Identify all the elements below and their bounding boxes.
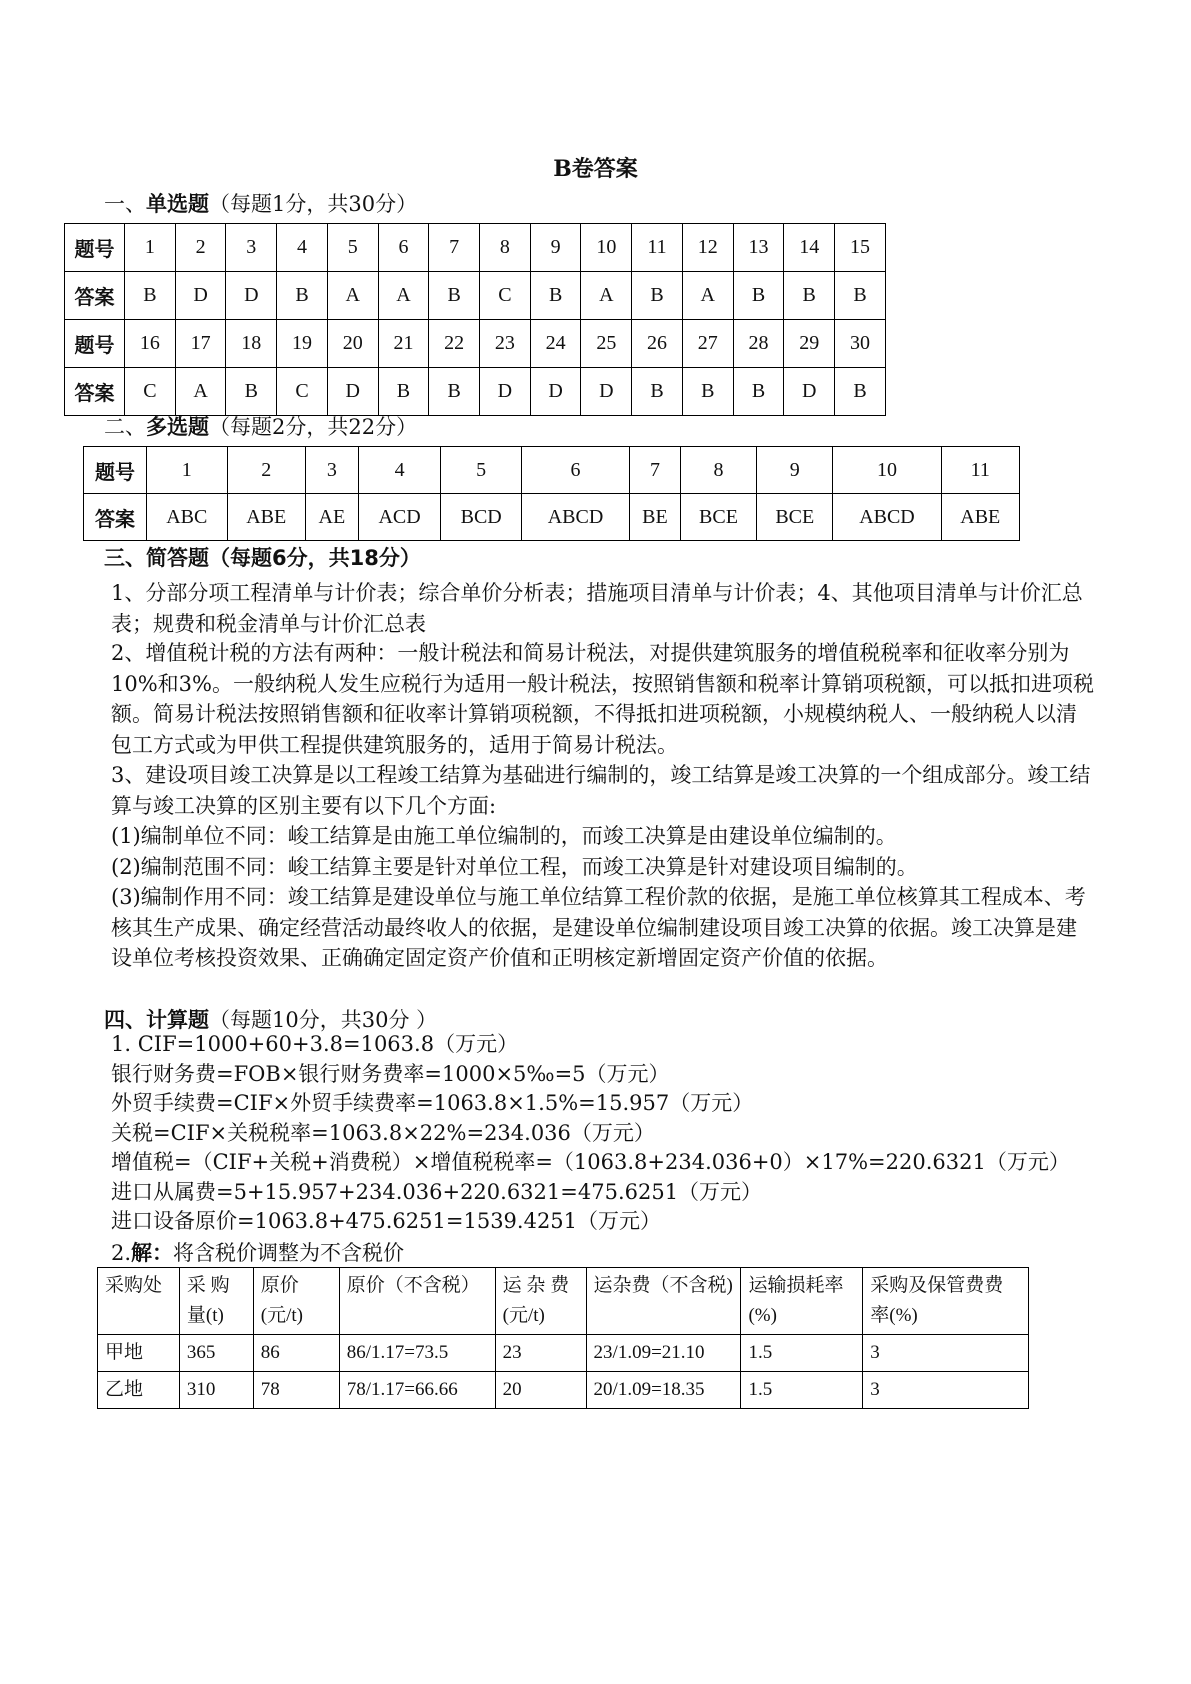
answer-cell: AE bbox=[305, 494, 358, 541]
material-price-table bbox=[97, 1267, 1029, 1409]
answer-cell: B bbox=[125, 272, 176, 320]
answer-row bbox=[65, 272, 886, 320]
question-number-cell: 16 bbox=[125, 320, 176, 368]
question-number-label: 题号 bbox=[84, 447, 147, 494]
answer-cell: A bbox=[327, 272, 378, 320]
answer-cell: C bbox=[277, 368, 328, 416]
table-cell: 3 bbox=[863, 1335, 1029, 1372]
table-cell: 310 bbox=[179, 1372, 253, 1409]
table-cell: 78/1.17=66.66 bbox=[339, 1372, 495, 1409]
question-number-cell: 12 bbox=[682, 224, 733, 272]
table-cell: 86 bbox=[253, 1335, 339, 1372]
question-number-cell: 17 bbox=[175, 320, 226, 368]
table-row bbox=[98, 1335, 1029, 1372]
question-number-cell: 2 bbox=[175, 224, 226, 272]
question-number-cell: 1 bbox=[147, 447, 228, 494]
table-cell: 86/1.17=73.5 bbox=[339, 1335, 495, 1372]
question-number-row bbox=[84, 447, 1020, 494]
question-number-cell: 2 bbox=[227, 447, 305, 494]
question-number-cell: 1 bbox=[125, 224, 176, 272]
table-header-cell: 运杂费（不含税) bbox=[586, 1268, 741, 1335]
table-header-cell: 采 购 量(t) bbox=[179, 1268, 253, 1335]
answer-cell: C bbox=[125, 368, 176, 416]
answer-cell: B bbox=[835, 272, 886, 320]
question-number-cell: 20 bbox=[327, 320, 378, 368]
question-number-cell: 6 bbox=[378, 224, 429, 272]
answer-cell: B bbox=[835, 368, 886, 416]
answer-cell: B bbox=[682, 368, 733, 416]
answer-cell: B bbox=[733, 368, 784, 416]
question-number-cell: 5 bbox=[327, 224, 378, 272]
answer-cell: B bbox=[530, 272, 581, 320]
table-row bbox=[98, 1372, 1029, 1409]
section-1-note: （每题1分，共30分） bbox=[209, 192, 418, 216]
answer-cell: A bbox=[581, 272, 632, 320]
answer-label: 答案 bbox=[84, 494, 147, 541]
table-cell: 365 bbox=[179, 1335, 253, 1372]
table-header-cell: 采购处 bbox=[98, 1268, 180, 1335]
calculation-line: 1. CIF=1000+60+3.8=1063.8（万元） bbox=[111, 1032, 519, 1056]
answer-label: 答案 bbox=[65, 368, 125, 416]
answer-3-3-point-3: (3)编制作用不同：竣工结算是建设单位与施工单位结算工程价款的依据，是施工单位核算其工程成本、考核其生产成果、确定经营活动最终收人的依据，是建设单位编制建设项目竣工决算的依据。竣工决算是建设单位考核投资效果、正确确定固定资产价值和正明核定新增固定资产价值的依据。 bbox=[111, 885, 1086, 970]
answer-cell: A bbox=[175, 368, 226, 416]
question-number-cell: 11 bbox=[632, 224, 683, 272]
answer-cell: ABE bbox=[941, 494, 1019, 541]
answer-cell: ABE bbox=[227, 494, 305, 541]
section-1-heading bbox=[104, 188, 417, 218]
question-number-cell: 4 bbox=[277, 224, 328, 272]
answer-cell: D bbox=[175, 272, 226, 320]
calculation-line: 增值税=（CIF+关税+消费税）×增值税税率=（1063.8+234.036+0）×17%=220.6321（万元） bbox=[111, 1150, 1070, 1174]
question-2-text: 将含税价调整为不含税价 bbox=[173, 1241, 405, 1265]
question-number-cell: 8 bbox=[680, 447, 756, 494]
table-cell: 20/1.09=18.35 bbox=[586, 1372, 741, 1409]
question-number-cell: 22 bbox=[429, 320, 480, 368]
table-cell: 3 bbox=[863, 1372, 1029, 1409]
table-header-cell: 运 杂 费 (元/t) bbox=[495, 1268, 586, 1335]
question-2-intro bbox=[111, 1237, 404, 1267]
calculation-line: 进口从属费=5+15.957+234.036+220.6321=475.6251（万元） bbox=[111, 1179, 763, 1204]
question-number-cell: 11 bbox=[941, 447, 1019, 494]
question-number-cell: 23 bbox=[480, 320, 531, 368]
answer-cell: A bbox=[378, 272, 429, 320]
table-cell: 乙地 bbox=[98, 1372, 180, 1409]
answer-cell: B bbox=[733, 272, 784, 320]
question-number-cell: 28 bbox=[733, 320, 784, 368]
section-1-name: 单选题 bbox=[146, 192, 209, 216]
answer-cell: D bbox=[226, 272, 277, 320]
section-2-number: 二、 bbox=[104, 415, 146, 439]
answer-cell: B bbox=[429, 368, 480, 416]
question-number-cell: 15 bbox=[835, 224, 886, 272]
question-number-cell: 4 bbox=[358, 447, 441, 494]
answer-cell: B bbox=[226, 368, 277, 416]
answer-cell: D bbox=[784, 368, 835, 416]
answer-cell: A bbox=[682, 272, 733, 320]
table-cell: 1.5 bbox=[741, 1335, 863, 1372]
calculation-line: 关税=CIF×关税税率=1063.8×22%=234.036（万元） bbox=[111, 1120, 655, 1145]
table-header-cell: 采购及保管费费率(%) bbox=[863, 1268, 1029, 1335]
answer-row bbox=[65, 368, 886, 416]
question-number-cell: 13 bbox=[733, 224, 784, 272]
table-cell: 1.5 bbox=[741, 1372, 863, 1409]
answer-cell: B bbox=[632, 368, 683, 416]
question-number-cell: 9 bbox=[757, 447, 833, 494]
section-3-heading: 三、简答题（每题6分，共18分） bbox=[104, 546, 421, 570]
table-cell: 20 bbox=[495, 1372, 586, 1409]
section-2-heading bbox=[104, 411, 417, 441]
table-cell: 78 bbox=[253, 1372, 339, 1409]
answer-cell: ABCD bbox=[833, 494, 941, 541]
answer-cell: C bbox=[480, 272, 531, 320]
answer-3-3-point-1: (1)编制单位不同：峻工结算是由施工单位编制的，而竣工决算是由建设单位编制的。 bbox=[111, 824, 897, 848]
answer-3-3: 3、建设项目竣工决算是以工程竣工结算为基础进行编制的，竣工结算是竣工决算的一个组成部分。竣工结算与竣工决算的区别主要有以下几个方面: bbox=[111, 763, 1091, 818]
question-2-number: 2. bbox=[111, 1241, 132, 1265]
answer-cell: BE bbox=[630, 494, 681, 541]
question-number-cell: 9 bbox=[530, 224, 581, 272]
question-number-label: 题号 bbox=[65, 224, 125, 272]
answer-cell: BCE bbox=[680, 494, 756, 541]
table-cell: 甲地 bbox=[98, 1335, 180, 1372]
answer-3-1: 1、分部分项工程清单与计价表；综合单价分析表；措施项目清单与计价表；4、其他项目清单与计价汇总表；规费和税金清单与计价汇总表 bbox=[111, 581, 1083, 636]
question-number-cell: 7 bbox=[429, 224, 480, 272]
table-header-row bbox=[98, 1268, 1029, 1335]
single-choice-answer-table bbox=[64, 223, 886, 416]
section-1-number: 一、 bbox=[104, 192, 146, 216]
calculation-line: 进口设备原价=1063.8+475.6251=1539.4251（万元） bbox=[111, 1209, 662, 1233]
answer-cell: D bbox=[581, 368, 632, 416]
question-number-cell: 10 bbox=[833, 447, 941, 494]
answer-cell: ACD bbox=[358, 494, 441, 541]
calculation-line: 外贸手续费=CIF×外贸手续费率=1063.8×1.5%=15.957（万元） bbox=[111, 1091, 754, 1115]
table-cell: 23 bbox=[495, 1335, 586, 1372]
question-number-cell: 26 bbox=[632, 320, 683, 368]
answer-cell: B bbox=[277, 272, 328, 320]
answer-cell: D bbox=[480, 368, 531, 416]
answer-cell: BCE bbox=[757, 494, 833, 541]
question-number-cell: 18 bbox=[226, 320, 277, 368]
answer-cell: B bbox=[429, 272, 480, 320]
answer-row bbox=[84, 494, 1020, 541]
question-number-row bbox=[65, 224, 886, 272]
table-header-cell: 原价 (元/t) bbox=[253, 1268, 339, 1335]
answer-3-2: 2、增值税计税的方法有两种：一般计税法和简易计税法，对提供建筑服务的增值税税率和征收率分别为10%和3%。一般纳税人发生应税行为适用一般计税法，按照销售额和税率计算销项税额，可以抵扣进项税额。简易计税法按照销售额和征收率计算销项税额，不得抵扣进项税额，小规模纳税人、一般纳税人以清包工方式或为甲供工程提供建筑服务的，适用于简易计税法。 bbox=[111, 641, 1094, 757]
question-number-cell: 21 bbox=[378, 320, 429, 368]
question-number-cell: 27 bbox=[682, 320, 733, 368]
question-number-cell: 6 bbox=[521, 447, 629, 494]
question-number-cell: 10 bbox=[581, 224, 632, 272]
question-number-cell: 29 bbox=[784, 320, 835, 368]
answer-cell: D bbox=[530, 368, 581, 416]
section-2-note: （每题2分，共22分） bbox=[209, 415, 418, 439]
question-number-cell: 30 bbox=[835, 320, 886, 368]
table-header-cell: 运输损耗率(%) bbox=[741, 1268, 863, 1335]
question-number-row bbox=[65, 320, 886, 368]
answer-cell: BCD bbox=[441, 494, 522, 541]
question-number-label: 题号 bbox=[65, 320, 125, 368]
question-number-cell: 14 bbox=[784, 224, 835, 272]
question-number-cell: 19 bbox=[277, 320, 328, 368]
calculation-line: 银行财务费=FOB×银行财务费率=1000×5‰=5（万元） bbox=[111, 1061, 670, 1086]
section-4-note: （每题10分，共30分 ） bbox=[209, 1008, 438, 1032]
question-number-cell: 5 bbox=[441, 447, 522, 494]
table-cell: 23/1.09=21.10 bbox=[586, 1335, 741, 1372]
answer-cell: ABC bbox=[147, 494, 228, 541]
answer-3-3-point-2: (2)编制范围不同：峻工结算主要是针对单位工程，而竣工决算是针对建设项目编制的。 bbox=[111, 855, 918, 879]
multi-choice-answer-table bbox=[83, 446, 1020, 541]
question-number-cell: 3 bbox=[305, 447, 358, 494]
section-2-name: 多选题 bbox=[146, 415, 209, 439]
question-number-cell: 8 bbox=[480, 224, 531, 272]
answer-cell: B bbox=[378, 368, 429, 416]
question-2-solution-label: 解： bbox=[131, 1241, 174, 1265]
table-header-cell: 原价（不含税） bbox=[339, 1268, 495, 1335]
section-4-name: 四、计算题 bbox=[104, 1008, 209, 1032]
answer-cell: D bbox=[327, 368, 378, 416]
answer-cell: B bbox=[632, 272, 683, 320]
answer-cell: B bbox=[784, 272, 835, 320]
question-number-cell: 25 bbox=[581, 320, 632, 368]
page-title: B卷答案 bbox=[553, 156, 638, 182]
question-number-cell: 3 bbox=[226, 224, 277, 272]
answer-cell: ABCD bbox=[521, 494, 629, 541]
question-number-cell: 24 bbox=[530, 320, 581, 368]
answer-label: 答案 bbox=[65, 272, 125, 320]
question-number-cell: 7 bbox=[630, 447, 681, 494]
